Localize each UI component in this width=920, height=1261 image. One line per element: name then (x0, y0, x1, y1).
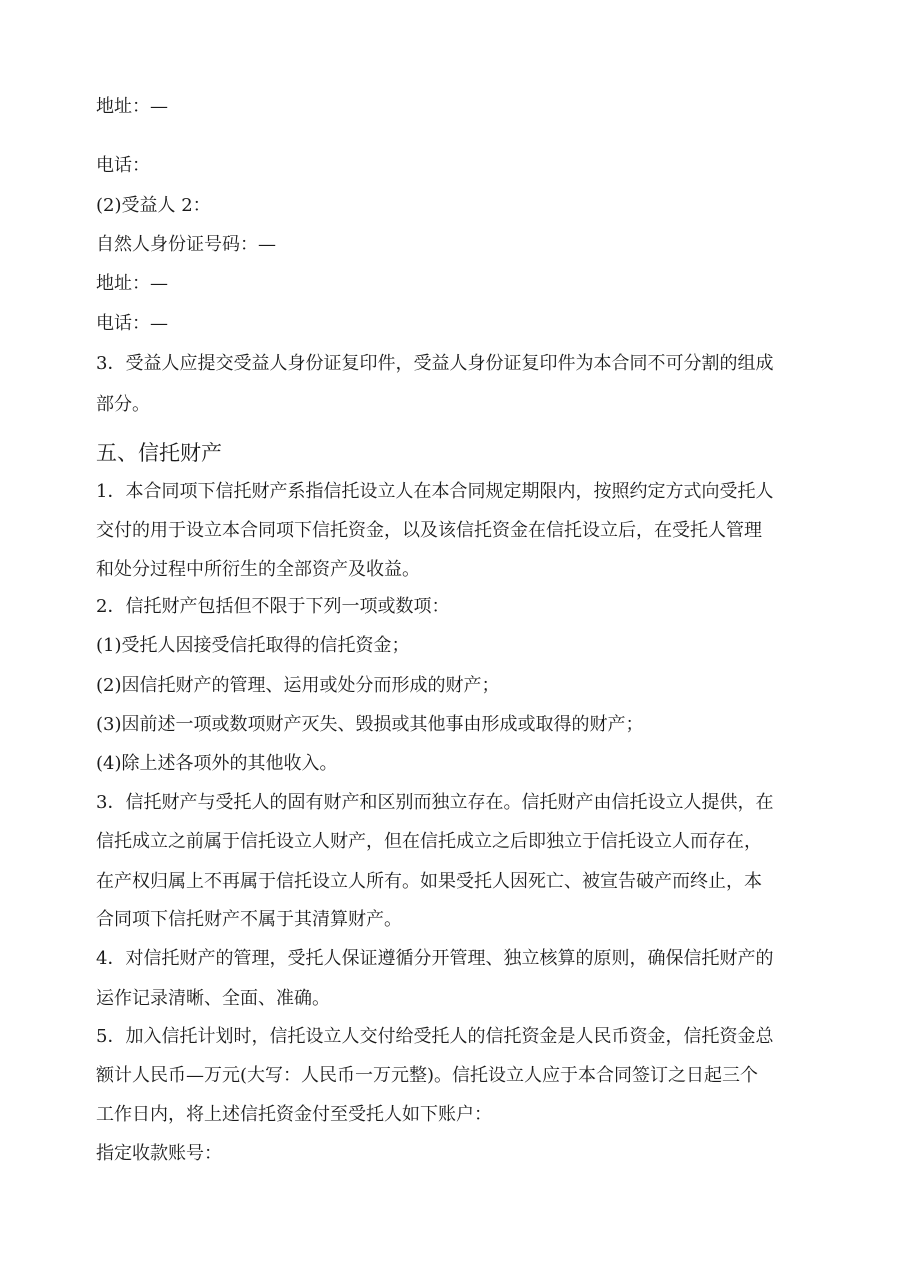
account-number-label: 指定收款账号： (96, 1143, 222, 1164)
property-clause-4-line-1: 4．对信托财产的管理，受托人保证遵循分开管理、独立核算的原则，确保信托财产的 (96, 948, 774, 969)
id-number-line: 自然人身份证号码：— (96, 234, 276, 255)
property-item-1: (1)受托人因接受信托取得的信托资金； (96, 635, 410, 656)
property-clause-5-line-2: 额计人民币—万元(大写：人民币一万元整)。信托设立人应于本合同签订之日起三个 (96, 1065, 759, 1086)
address-line-2: 地址：— (96, 273, 168, 294)
property-clause-5-line-1: 5．加入信托计划时，信托设立人交付给受托人的信托资金是人民币资金，信托资金总 (96, 1026, 774, 1047)
property-clause-5-line-3: 工作日内，将上述信托资金付至受托人如下账户： (96, 1104, 492, 1125)
property-clause-3-line-3: 在产权归属上不再属于信托设立人所有。如果受托人因死亡、被宣告破产而终止，本 (96, 871, 762, 892)
property-item-3: (3)因前述一项或数项财产灭失、毁损或其他事由形成或取得的财产； (96, 714, 644, 735)
section-heading-trust-property: 五、信托财产 (96, 441, 222, 465)
property-clause-3-line-4: 合同项下信托财产不属于其清算财产。 (96, 909, 402, 930)
phone-line-1: 电话： (96, 155, 150, 176)
address-line-1: 地址：— (96, 96, 168, 117)
property-clause-3-line-1: 3．信托财产与受托人的固有财产和区别而独立存在。信托财产由信托设立人提供，在 (96, 792, 774, 813)
beneficiary-2-line: (2)受益人 2： (96, 195, 211, 216)
property-item-4: (4)除上述各项外的其他收入。 (96, 753, 338, 774)
property-item-2: (2)因信托财产的管理、运用或处分而形成的财产； (96, 675, 500, 696)
property-clause-1-line-2: 交付的用于设立本合同项下信托资金，以及该信托资金在信托设立后，在受托人管理 (96, 520, 762, 541)
property-clause-1-line-1: 1．本合同项下信托财产系指信托设立人在本合同规定期限内，按照约定方式向受托人 (96, 481, 774, 502)
property-clause-1-line-3: 和处分过程中所衍生的全部资产及收益。 (96, 559, 420, 580)
clause-3-line-2: 部分。 (96, 394, 150, 415)
clause-3-line-1: 3．受益人应提交受益人身份证复印件，受益人身份证复印件为本合同不可分割的组成 (96, 353, 774, 374)
property-clause-2: 2．信托财产包括但不限于下列一项或数项： (96, 596, 450, 617)
property-clause-4-line-2: 运作记录清晰、全面、准确。 (96, 988, 330, 1009)
property-clause-3-line-2: 信托成立之前属于信托设立人财产，但在信托成立之后即独立于信托设立人而存在， (96, 831, 762, 852)
phone-line-2: 电话：— (96, 313, 168, 334)
